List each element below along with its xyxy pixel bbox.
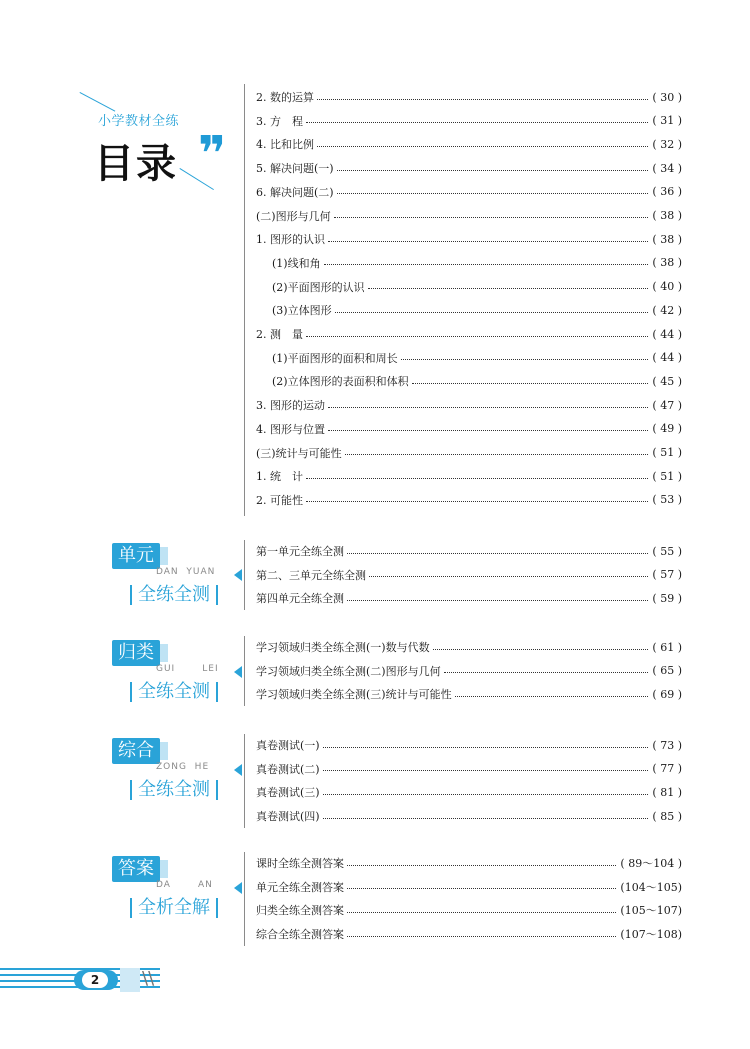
toc-entry-label: 1. 图形的认识: [256, 233, 325, 247]
toc-leader-dots: [412, 383, 649, 384]
toc-entry-label: 学习领域归类全练全测(二)图形与几何: [256, 664, 441, 678]
toc-entry-page: ( 49 ): [652, 422, 682, 436]
toc-leader-dots: [401, 359, 649, 360]
toc-leader-dots: [317, 146, 648, 147]
toc-entry-label: 第一单元全练全测: [256, 545, 344, 558]
toc-entry-page: ( 57 ): [652, 568, 682, 582]
toc-entry: [256, 491, 682, 509]
toc-entry: [256, 420, 682, 438]
toc-entry: [256, 566, 682, 584]
page-footer: [0, 966, 750, 996]
toc-entry-label: 2. 数的运算: [256, 91, 314, 104]
toc-entry: [256, 685, 682, 703]
section-badge-daan: [106, 856, 236, 926]
toc-leader-dots: [347, 600, 648, 601]
toc-entry-label: 3. 图形的运动: [256, 399, 325, 413]
section-pinyin: ZONG HE: [156, 762, 210, 772]
section-badge-guilei: [106, 640, 236, 710]
title-block: [80, 80, 240, 200]
toc-entry-label: 单元全练全测答案: [256, 880, 344, 894]
toc-entry-label: 课时全练全测答案: [256, 857, 344, 870]
quote-mark-icon: ❞: [198, 126, 227, 182]
section-rule-guilei: [244, 636, 245, 706]
toc-entry: [256, 325, 682, 343]
toc-entry-label: 归类全练全测答案: [256, 904, 344, 918]
section-arrow-icon: [234, 569, 242, 581]
section-subtitle: 全练全测: [130, 780, 218, 800]
toc-entry: [256, 662, 682, 680]
toc-entry-label: 6. 解决问题(二): [256, 185, 334, 199]
toc-entry-page: (107～108): [620, 928, 682, 942]
toc-leader-dots: [323, 794, 649, 795]
toc-entry-label: (2)平面图形的认识: [272, 280, 365, 294]
toc-entry-label: 真卷测试(一): [256, 739, 320, 752]
toc-leader-dots: [347, 912, 616, 913]
toc-entry: [256, 88, 682, 106]
toc-entry-page: ( 53 ): [652, 493, 682, 507]
toc-entry-page: ( 38 ): [652, 209, 682, 222]
toc-entry: [256, 112, 682, 130]
toc-entry-page: ( 59 ): [652, 591, 682, 605]
toc-entry-page: (104～105): [620, 880, 682, 894]
toc-entry-page: ( 40 ): [652, 280, 682, 294]
toc-entry: [256, 207, 682, 225]
toc-leader-dots: [369, 576, 648, 577]
toc-entry-page: ( 32 ): [652, 137, 682, 151]
section-tag: 归类: [112, 640, 160, 666]
toc-leader-dots: [433, 649, 649, 650]
toc-leader-dots: [444, 672, 649, 673]
toc-entry-page: ( 44 ): [652, 327, 682, 341]
toc-entry-label: 3. 方 程: [256, 114, 303, 128]
toc-leader-dots: [337, 170, 649, 171]
section-subtitle: 全练全测: [130, 682, 218, 702]
toc-entry: [256, 135, 682, 153]
toc-leader-dots: [347, 888, 616, 889]
toc-entry: [256, 783, 682, 801]
toc-entry-page: ( 61 ): [652, 640, 682, 654]
toc-leader-dots: [347, 865, 616, 866]
toc-entry-label: 综合全练全测答案: [256, 928, 344, 942]
toc-entry: [256, 638, 682, 656]
title-diagonal-top: [80, 92, 116, 112]
page-number: 2: [82, 972, 108, 988]
section-rule-danyuan: [244, 540, 245, 610]
toc-entry: [256, 925, 682, 943]
toc-entry-label: 学习领域归类全练全测(三)统计与可能性: [256, 688, 452, 702]
toc-leader-dots: [306, 336, 648, 337]
section-arrow-icon: [234, 764, 242, 776]
toc-entry-label: 真卷测试(四): [256, 810, 320, 824]
toc-entry-page: ( 85 ): [652, 809, 682, 823]
toc-entry-page: ( 31 ): [652, 114, 682, 128]
toc-entry-page: ( 42 ): [652, 303, 682, 317]
toc-entry-label: 第四单元全练全测: [256, 592, 344, 606]
toc-entry-page: ( 55 ): [652, 544, 682, 558]
toc-leader-dots: [323, 818, 649, 819]
toc-main-rule: [244, 84, 245, 516]
toc-entry: [256, 589, 682, 607]
toc-entry-page: ( 69 ): [652, 687, 682, 701]
toc-leader-dots: [347, 553, 648, 554]
toc-entry-label: 4. 比和比例: [256, 138, 314, 152]
toc-entry-page: ( 38 ): [652, 256, 682, 270]
toc-entry-page: ( 34 ): [652, 161, 682, 175]
toc-entry: [256, 467, 682, 485]
toc-entry-page: ( 47 ): [652, 398, 682, 412]
toc-entry: [256, 372, 682, 390]
toc-leader-dots: [328, 407, 648, 408]
toc-entry: [256, 230, 682, 248]
toc-entry: [256, 760, 682, 778]
toc-leader-dots: [345, 454, 649, 455]
toc-leader-dots: [368, 288, 649, 289]
toc-entry: [256, 183, 682, 201]
toc-entry-label: (1)平面图形的面积和周长: [272, 351, 398, 365]
toc-entry: [256, 396, 682, 414]
footer-decor-box: [120, 968, 140, 992]
toc-entry-label: 真卷测试(三): [256, 786, 320, 800]
section-pinyin: GUI LEI: [156, 664, 219, 674]
toc-entry-label: 5. 解决问题(一): [256, 162, 334, 176]
toc-leader-dots: [335, 312, 649, 313]
toc-entry: [256, 444, 682, 462]
toc-leader-dots: [323, 770, 649, 771]
toc-leader-dots: [347, 936, 616, 937]
toc-entry-label: 第二、三单元全练全测: [256, 568, 366, 582]
toc-entry: [256, 807, 682, 825]
toc-entry-label: 2. 测 量: [256, 328, 303, 341]
footer-slashes: \\: [142, 968, 155, 989]
section-subtitle: 全析全解: [130, 898, 218, 918]
toc-leader-dots: [306, 478, 648, 479]
section-rule-zonghe: [244, 734, 245, 828]
toc-entry-page: ( 36 ): [652, 185, 682, 199]
toc-entry-page: ( 73 ): [652, 738, 682, 752]
toc-entry-page: ( 77 ): [652, 762, 682, 776]
section-arrow-icon: [234, 882, 242, 894]
section-tag: 综合: [112, 738, 160, 764]
toc-leader-dots: [334, 217, 649, 218]
toc-entry-page: ( 51 ): [652, 446, 682, 459]
toc-entry: [256, 254, 682, 272]
section-tag: 答案: [112, 856, 160, 882]
toc-entry-page: ( 65 ): [652, 664, 682, 678]
toc-entry-label: 1. 统 计: [256, 470, 303, 484]
toc-entry-label: (3)立体图形: [272, 304, 332, 318]
section-arrow-icon: [234, 666, 242, 678]
toc-leader-dots: [328, 430, 648, 431]
toc-entry-page: ( 30 ): [652, 90, 682, 104]
page-title: 目录: [94, 141, 178, 187]
toc-leader-dots: [324, 264, 649, 265]
toc-leader-dots: [317, 99, 648, 100]
toc-entry: [256, 878, 682, 896]
toc-entry-label: (2)立体图形的表面积和体积: [272, 375, 409, 389]
section-tag: 单元: [112, 543, 160, 569]
toc-entry-label: 学习领域归类全练全测(一)数与代数: [256, 641, 430, 654]
toc-entry-label: (二)图形与几何: [256, 209, 331, 223]
toc-entry-page: ( 89～104 ): [620, 857, 682, 870]
section-subtitle: 全练全测: [130, 585, 218, 605]
toc-entry: [256, 159, 682, 177]
toc-entry-page: ( 81 ): [652, 785, 682, 799]
toc-entry-page: ( 44 ): [652, 351, 682, 365]
section-rule-daan: [244, 852, 245, 946]
toc-entry: [256, 542, 682, 560]
toc-entry-page: ( 38 ): [652, 232, 682, 246]
toc-entry-label: 真卷测试(二): [256, 762, 320, 776]
book-series-title: 小学教材全练: [98, 114, 180, 129]
section-pinyin: DA AN: [156, 880, 213, 890]
toc-entry-page: (105～107): [620, 904, 682, 918]
toc-entry: [256, 349, 682, 367]
toc-leader-dots: [337, 193, 649, 194]
toc-entry: [256, 901, 682, 919]
toc-entry-label: 2. 可能性: [256, 493, 303, 507]
section-badge-danyuan: [106, 543, 236, 613]
toc-entry-label: 4. 图形与位置: [256, 422, 325, 436]
toc-entry-label: (1)线和角: [272, 256, 321, 270]
toc-leader-dots: [328, 241, 648, 242]
toc-leader-dots: [323, 747, 649, 748]
toc-entry-label: (三)统计与可能性: [256, 446, 342, 460]
toc-entry-page: ( 51 ): [652, 469, 682, 483]
toc-entry: [256, 854, 682, 872]
toc-leader-dots: [455, 696, 649, 697]
toc-leader-dots: [306, 501, 648, 502]
toc-entry: [256, 278, 682, 296]
toc-entry: [256, 736, 682, 754]
section-pinyin: DAN YUAN: [156, 567, 216, 577]
toc-leader-dots: [306, 122, 648, 123]
toc-entry: [256, 301, 682, 319]
toc-entry-page: ( 45 ): [652, 374, 682, 388]
section-badge-zonghe: [106, 738, 236, 808]
